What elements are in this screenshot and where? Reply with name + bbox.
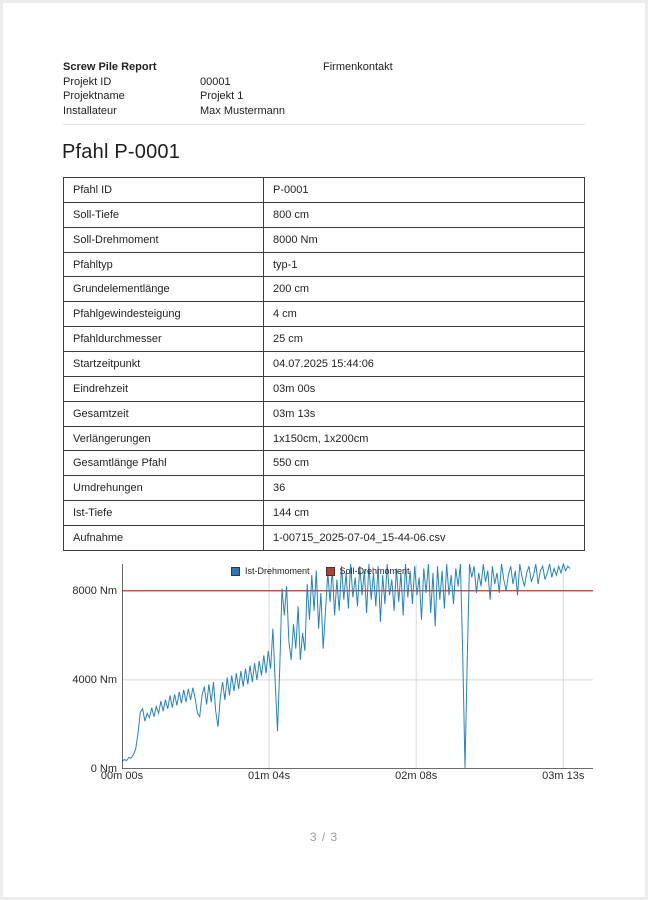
table-cell-label: Pfahldurchmesser [64, 327, 264, 352]
table-row [64, 376, 585, 401]
table-cell-label: Aufnahme [64, 526, 264, 551]
legend-label-soll: Soll-Drehmoment [339, 566, 410, 576]
table-cell-value: 550 cm [264, 451, 585, 476]
table-cell-value: 25 cm [264, 327, 585, 352]
torque-plot [122, 562, 593, 769]
table-cell-label: Verlängerungen [64, 426, 264, 451]
table-cell-label: Umdrehungen [64, 476, 264, 501]
table-cell-label: Startzeitpunkt [64, 352, 264, 377]
header-row-project-name [63, 89, 585, 104]
header-divider [63, 124, 585, 125]
soll-drehmoment-swatch-icon [326, 567, 335, 576]
table-cell-label: Gesamtlänge Pfahl [64, 451, 264, 476]
y-tick-label: 0 Nm [90, 763, 117, 775]
report-header [63, 60, 585, 118]
project-id-label: Projekt ID [63, 75, 112, 88]
table-row [64, 426, 585, 451]
table-row [64, 526, 585, 551]
table-cell-value: 1-00715_2025-07-04_15-44-06.csv [264, 526, 585, 551]
table-row [64, 227, 585, 252]
installer-label: Installateur [63, 104, 117, 117]
table-cell-value: 200 cm [264, 277, 585, 302]
table-row [64, 401, 585, 426]
table-row [64, 451, 585, 476]
table-cell-label: Pfahlgewindesteigung [64, 302, 264, 327]
page-number: 3 / 3 [309, 830, 339, 844]
ist-drehmoment-line [122, 564, 570, 768]
report-title: Screw Pile Report [63, 61, 157, 73]
table-cell-value: 03m 00s [264, 376, 585, 401]
table-cell-value: 800 cm [264, 202, 585, 227]
table-cell-value: 8000 Nm [264, 227, 585, 252]
table-cell-value: typ-1 [264, 252, 585, 277]
project-id-value: 00001 [200, 75, 231, 88]
x-tick-label: 03m 13s [542, 770, 585, 782]
x-tick-label: 00m 00s [100, 770, 144, 782]
table-cell-value: 36 [264, 476, 585, 501]
chart-legend [231, 566, 410, 576]
table-cell-label: Gesamtzeit [64, 401, 264, 426]
legend-item-soll [326, 566, 410, 576]
x-tick-label: 01m 04s [247, 770, 291, 782]
page-title: Pfahl P-0001 [62, 141, 181, 163]
header-row-project-id [63, 75, 585, 90]
table-row [64, 277, 585, 302]
table-row [64, 202, 585, 227]
table-cell-value: 03m 13s [264, 401, 585, 426]
table-cell-value: 4 cm [264, 302, 585, 327]
table-cell-label: Soll-Drehmoment [64, 227, 264, 252]
table-cell-label: Pfahltyp [64, 252, 264, 277]
table-cell-label: Grundelementlänge [64, 277, 264, 302]
company-contact-label: Firmenkontakt [323, 61, 393, 73]
header-row-installer [63, 104, 585, 119]
table-row [64, 327, 585, 352]
table-cell-label: Ist-Tiefe [64, 501, 264, 526]
table-row [64, 252, 585, 277]
y-tick-label: 4000 Nm [72, 673, 117, 686]
legend-label-ist: Ist-Drehmoment [245, 566, 310, 576]
torque-chart [63, 560, 608, 790]
legend-item-ist [231, 566, 310, 576]
table-row [64, 302, 585, 327]
table-cell-label: Soll-Tiefe [64, 202, 264, 227]
table-cell-value: P-0001 [264, 178, 585, 203]
y-tick-label: 8000 Nm [72, 584, 117, 597]
installer-value: Max Mustermann [200, 104, 285, 117]
table-cell-label: Pfahl ID [64, 178, 264, 203]
project-name-label: Projektname [63, 90, 125, 102]
table-row [64, 476, 585, 501]
table-cell-value: 144 cm [264, 501, 585, 526]
table-row [64, 501, 585, 526]
x-tick-label: 02m 08s [395, 770, 438, 782]
table-cell-value: 04.07.2025 15:44:06 [264, 352, 585, 377]
table-row [64, 352, 585, 377]
pile-table-body [64, 178, 585, 551]
table-row [64, 178, 585, 203]
table-cell-value: 1x150cm, 1x200cm [264, 426, 585, 451]
table-cell-label: Eindrehzeit [64, 376, 264, 401]
project-name-value: Projekt 1 [200, 90, 244, 102]
ist-drehmoment-swatch-icon [231, 567, 240, 576]
pile-attributes-table [63, 177, 585, 551]
